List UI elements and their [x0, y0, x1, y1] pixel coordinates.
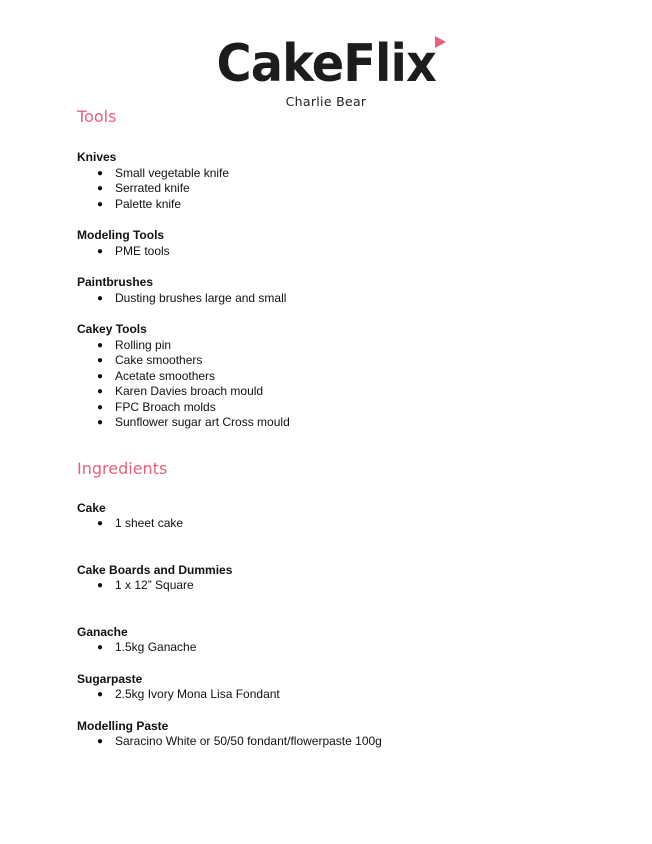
author-byline: Charlie Bear [285, 94, 367, 109]
item-list [77, 734, 597, 750]
ingredients-group-modelling-paste [77, 719, 597, 750]
group-title: Paintbrushes [77, 275, 154, 289]
ingredients-group-boards [77, 563, 597, 594]
ingredients-group-sugarpaste [77, 672, 597, 703]
tools-group-knives [77, 150, 597, 212]
list-item: ● 1 sheet cake [97, 516, 184, 530]
list-item: ● Karen Davies broach mould [97, 384, 264, 398]
ingredients-heading: Ingredients [77, 458, 168, 478]
ingredients-group-ganache [77, 625, 597, 656]
group-title: Cake Boards and Dummies [77, 562, 233, 577]
list-item: ● FPC Broach molds [97, 399, 216, 414]
list-item: ● Saracino White or 50/50 fondant/flowerpaste 100g [97, 734, 382, 748]
group-title: Modeling Tools [77, 228, 165, 242]
item-list [77, 291, 597, 307]
bullet-icon: ● [97, 689, 104, 700]
bullet-icon: ● [97, 386, 104, 397]
bullet-icon: ● [97, 417, 104, 428]
tools-heading: Tools [77, 107, 117, 126]
list-item: ● Cake smoothers [97, 353, 203, 367]
group-title: Knives [77, 150, 117, 164]
group-title: Sugarpaste [77, 671, 143, 686]
bullet-icon: ● [97, 580, 104, 591]
logo [207, 34, 445, 94]
item-list [77, 578, 597, 594]
bullet-icon: ● [97, 355, 104, 366]
item-list [77, 687, 597, 703]
list-item: ● Dusting brushes large and small [97, 290, 287, 305]
tools-group-paintbrushes [77, 275, 597, 306]
bullet-icon: ● [97, 518, 104, 529]
item-list [77, 166, 597, 213]
list-item: ● 1.5kg Ganache [97, 640, 197, 654]
bullet-icon: ● [97, 183, 104, 194]
list-item: ● Serrated knife [97, 181, 190, 195]
bullet-icon: ● [97, 167, 104, 179]
list-item: ● 2.5kg Ivory Mona Lisa Fondant [97, 687, 280, 701]
list-item: ● 1 x 12” Square [97, 578, 194, 592]
group-title: Cake [77, 500, 106, 515]
bullet-icon: ● [97, 198, 104, 210]
list-item: ● Acetate smoothers [97, 368, 216, 383]
tools-group-cakey [77, 322, 597, 431]
ingredients-group-cake [77, 501, 597, 532]
item-list [77, 244, 597, 260]
bullet-icon: ● [97, 401, 104, 413]
document-body [77, 106, 597, 750]
group-title: Cakey Tools [77, 322, 147, 336]
header [0, 34, 652, 109]
bullet-icon: ● [97, 736, 104, 747]
play-icon [433, 35, 447, 49]
list-item: ● Palette knife [97, 196, 182, 211]
logo-text: CakeFlix [216, 34, 436, 94]
group-title: Ganache [77, 624, 128, 639]
item-list [77, 516, 597, 532]
bullet-icon: ● [97, 370, 104, 382]
bullet-icon: ● [97, 292, 104, 304]
tools-group-modeling [77, 228, 597, 259]
group-title: Modelling Paste [77, 718, 169, 733]
item-list [77, 338, 597, 431]
bullet-icon: ● [97, 642, 104, 653]
list-item: ● Rolling pin [97, 337, 172, 352]
bullet-icon: ● [97, 245, 104, 257]
bullet-icon: ● [97, 339, 104, 351]
list-item: ● PME tools [97, 243, 170, 258]
list-item: ● Small vegetable knife [97, 165, 230, 180]
list-item: ● Sunflower sugar art Cross mould [97, 415, 290, 429]
item-list [77, 640, 597, 656]
